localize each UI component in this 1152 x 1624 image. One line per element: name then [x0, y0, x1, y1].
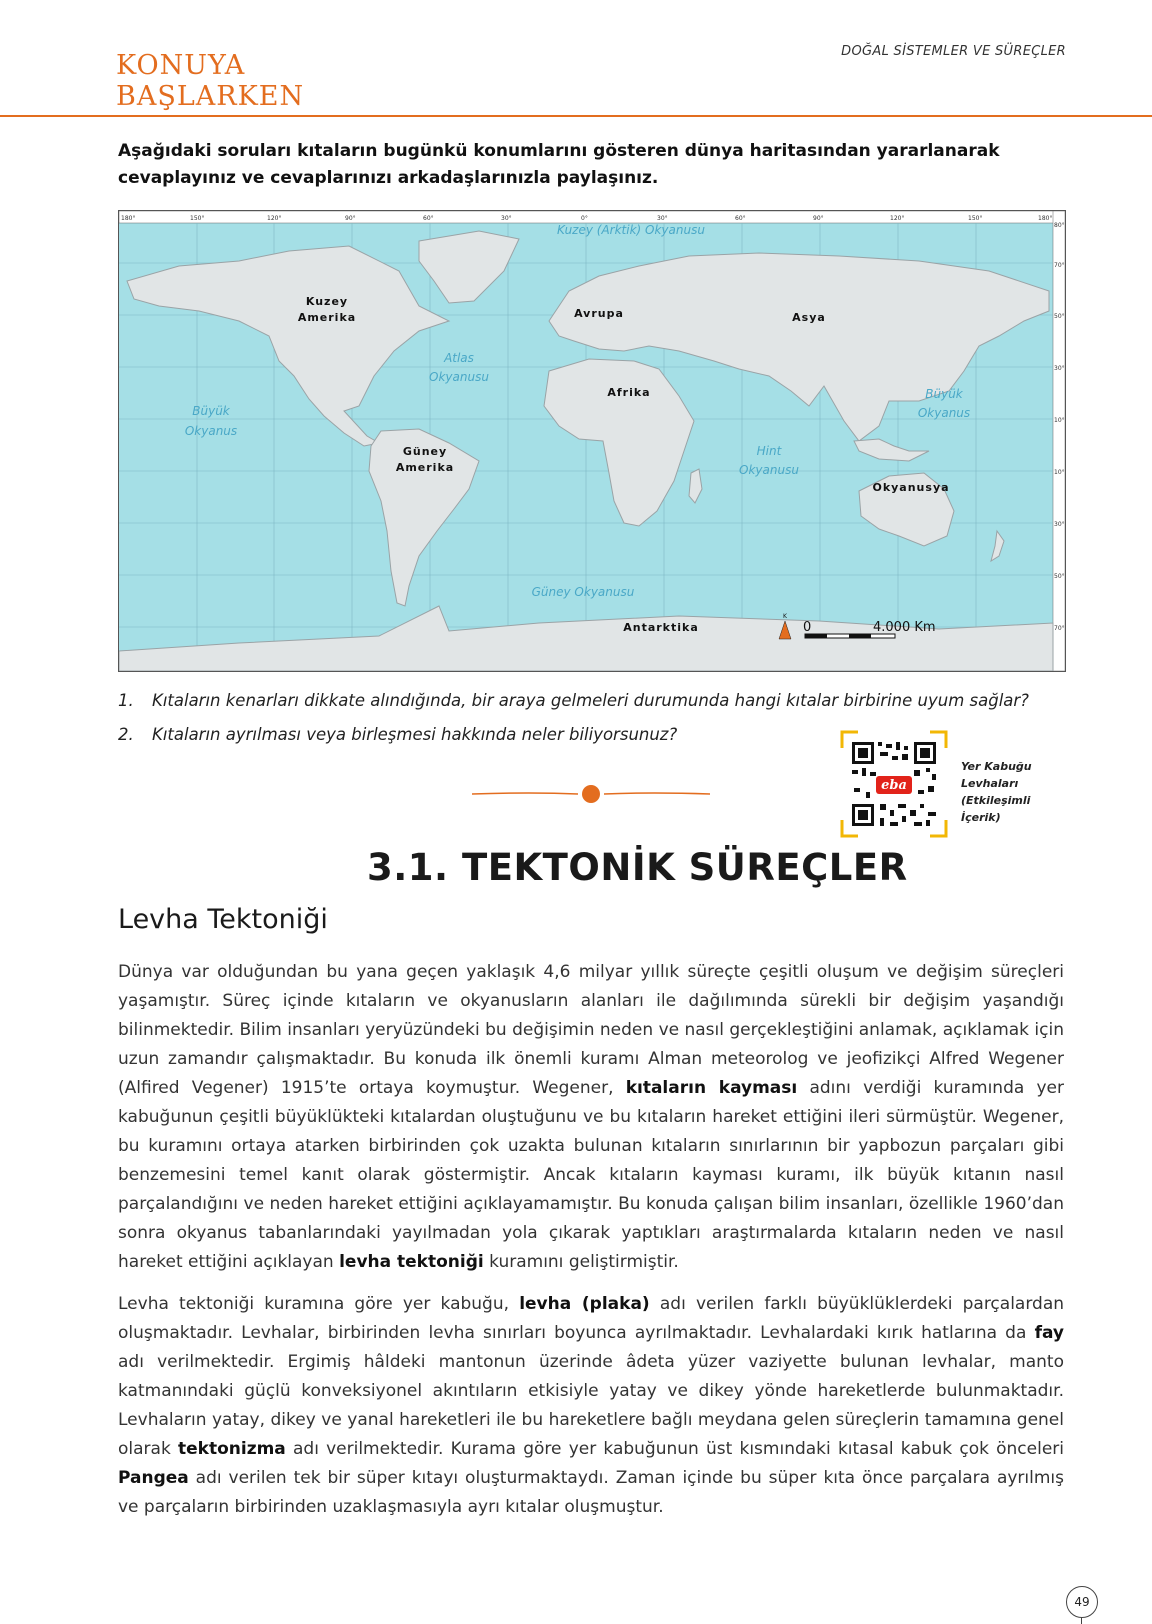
text-run: Levha tektoniği kuramına göre yer kabuğu, [118, 1294, 510, 1314]
question-text: Kıtaların kenarları dikkate alındığında, bir araya gelmeleri durumunda hangi kıtalar birbirine uyum sağlar? [152, 691, 1029, 710]
tick-top: 30° [501, 215, 512, 222]
label-pacific-west-2: Okyanus [184, 424, 238, 438]
tick-right: 80° [1054, 222, 1065, 229]
tick-right: 50° [1054, 573, 1065, 580]
qr-code-icon [840, 730, 948, 838]
key-term: kıtaların kayması [625, 1078, 798, 1098]
header-divider [0, 115, 1152, 117]
label-atlantic-1: Atlas [444, 351, 474, 365]
scale-end: 4.000 Km [873, 620, 936, 635]
intro-instructions: Aşağıdaki soruları kıtaların bugünkü konumlarını gösteren dünya haritasından yararlanarak cevaplayınız ve cevaplarınızı arkadaşlarınızla paylaşınız. [118, 141, 1000, 188]
text-run: adını verdiği kuramında yer kabuğunun çeşitli büyüklükteki kıtalardan oluştuğunu ve bu kıtaların hareket ettiğini ileri sürmüştür. Wegener, bu kuramını ortaya atarken birbirinden çok uzakta bulunan kıtaların sınırlarının bir yapbozun parçaları gibi benzemesini temel kanıt olarak göstermiştir. Ancak kıtaların kayması kuramı, ilk büyük kıtanın nasıl parçalandığını ve neden hareket ettiğini açıklayamamıştır. Bu konuda çalışan bilim insanları, özellikle 1960’dan sonra okyanus tabanlarındaki yayılmadan yola çıkarak yaptıkları araştırmalarda kıtaların neden ve nasıl hareket ettiğini açıklayan [118, 1078, 1064, 1272]
text-run: Dünya var olduğundan bu yana geçen yaklaşık 4,6 milyar yıllık süreçte çeşitli oluşum ve değişim süreçleri yaşamıştır. Süreç içinde kıtaların ve okyanusların alanları ile dağılımında sürekli bir değişim yaşandığı bilinmektedir. Bilim insanları yeryüzündeki bu değişimin neden ve nasıl gerçekleştiğini anlamak, açıklamak için uzun zamandır çalışmaktadır. Bu konuda ilk önemli kuramı Alman meteorolog ve jeofizikçi Alfred Wegener (Alfired Vegener) 1915’te ortaya koymuştur. Wegener, [118, 962, 1064, 1098]
question-number: 1. [118, 691, 134, 710]
world-map [118, 210, 1066, 672]
text-run: adı verilen tek bir süper kıtayı oluşturmaktaydı. Zaman içinde bu süper kıta önce parçalara ayrılmış ve parçaların birbirinden uzaklaşmasıyla ayrı kıtalar oluşmuştur. [118, 1468, 1064, 1517]
body-paragraph-2 [118, 1290, 1064, 1522]
text-run: kuramını geliştirmiştir. [489, 1252, 679, 1272]
tick-right: 30° [1054, 365, 1065, 372]
tick-top: 150° [968, 215, 983, 222]
text-run: adı verilen farklı büyüklüklerdeki parçalardan oluşmaktadır. Levhalar, birbirinden levha sınırları boyunca ayrılmaktadır. Levhalardaki kırık hatlarına da [118, 1294, 1065, 1343]
tick-top: 0° [581, 215, 588, 222]
body-paragraph-1 [118, 958, 1064, 1277]
label-north-america-1: Kuzey [305, 295, 349, 308]
label-indian-1: Hint [756, 444, 782, 458]
north-arrow-label: K [783, 613, 787, 620]
label-africa: Afrika [607, 386, 651, 399]
label-indian-2: Okyanusu [739, 463, 799, 477]
qr-caption-line: İçerik) [961, 811, 1001, 824]
heading-line-1: KONUYA [116, 50, 246, 81]
page-number: 49 [1066, 1586, 1098, 1618]
label-north-america-2: Amerika [297, 311, 357, 324]
tick-right: 70° [1054, 625, 1065, 632]
label-pacific-west-1: Büyük [192, 404, 230, 418]
qr-caption-line: Levhaları [961, 777, 1019, 790]
tick-top: 120° [267, 215, 282, 222]
tick-top: 90° [813, 215, 824, 222]
qr-caption [961, 758, 1051, 826]
map-right-frame [1053, 211, 1065, 671]
tick-right: 10° [1054, 417, 1065, 424]
tick-top: 150° [190, 215, 205, 222]
subsection-title: Levha Tektoniği [118, 904, 328, 935]
tick-top: 60° [735, 215, 746, 222]
label-antarctica: Antarktika [623, 621, 699, 634]
tick-right: 10° [1054, 469, 1065, 476]
text-run: adı verilmektedir. Kurama göre yer kabuğunun üst kısmındaki kıtasal kabuk çok önceleri [292, 1439, 1065, 1459]
tick-top: 30° [657, 215, 668, 222]
unit-title: DOĞAL SİSTEMLER VE SÜREÇLER [841, 44, 1066, 59]
key-term: Pangea [118, 1468, 189, 1488]
label-oceania: Okyanusya [872, 481, 950, 494]
tick-top: 120° [890, 215, 905, 222]
label-atlantic-2: Okyanusu [429, 370, 489, 384]
label-south-america-1: Güney [402, 445, 448, 458]
question-item [118, 684, 1078, 718]
label-pacific-east-2: Okyanus [917, 406, 971, 420]
tick-right: 30° [1054, 521, 1065, 528]
section-title: 3.1. TEKTONİK SÜREÇLER [367, 846, 908, 889]
section-heading-konuya-baslarken [116, 50, 304, 112]
tick-right: 50° [1054, 313, 1065, 320]
tick-top: 90° [345, 215, 356, 222]
map-top-frame [119, 211, 1065, 223]
eba-logo-text: eba [881, 778, 907, 793]
ornament-divider [472, 784, 710, 804]
tick-right: 70° [1054, 262, 1065, 269]
scale-start: 0 [803, 620, 812, 635]
label-asia: Asya [792, 311, 826, 324]
world-map-svg [119, 211, 1065, 671]
key-term: fay [1034, 1323, 1064, 1343]
tick-top: 180° [1038, 215, 1053, 222]
tick-top: 60° [423, 215, 434, 222]
label-pacific-east-1: Büyük [925, 387, 963, 401]
qr-caption-line: Yer Kabuğu [961, 760, 1032, 773]
label-arctic-ocean: Kuzey (Arktik) Okyanusu [557, 223, 705, 237]
heading-line-2: BAŞLARKEN [116, 81, 305, 112]
qr-caption-line: (Etkileşimli [961, 794, 1031, 807]
question-text: Kıtaların ayrılması veya birleşmesi hakkında neler biliyorsunuz? [152, 725, 678, 744]
text-run: adı verilmektedir. Ergimiş hâldeki mantonun üzerinde âdeta yüzer vaziyette bulunan levhalar, manto katmanındaki güçlü konveksiyonel akıntıların etkisiyle yatay ve dikey yönde hareketlerde bulunmaktadır. Levhaların yatay, dikey ve yanal hareketleri ile bu hareketlere bağlı meydana gelen süreçlerin tamamına genel olarak [118, 1352, 1064, 1459]
label-southern-ocean: Güney Okyanusu [531, 585, 635, 599]
question-number: 2. [118, 725, 134, 744]
key-term: tektonizma [178, 1439, 286, 1459]
key-term: levha tektoniği [339, 1252, 484, 1272]
qr-code[interactable] [840, 730, 948, 838]
page-number-line [1081, 1617, 1082, 1624]
label-south-america-2: Amerika [395, 461, 455, 474]
tick-top: 180° [121, 215, 136, 222]
key-term: levha (plaka) [519, 1294, 650, 1314]
label-europe: Avrupa [574, 307, 624, 320]
